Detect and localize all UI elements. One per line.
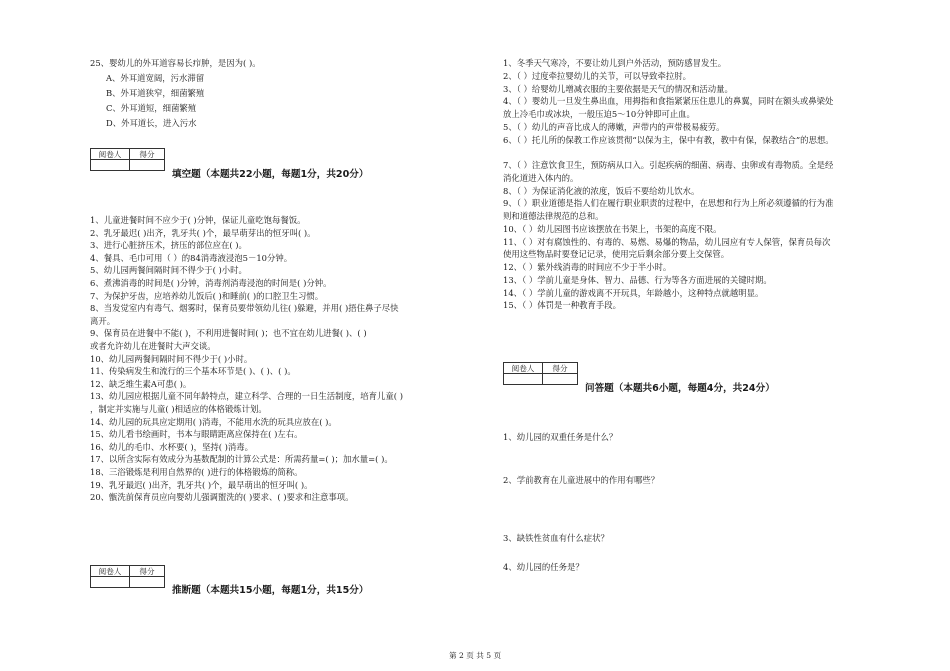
judge-question-line: 3、（ ）给婴幼儿增减衣服的主要依据是天气的情况和活动量。 (503, 83, 733, 94)
score-label: 得分 (130, 566, 165, 577)
fill-question-line: 18、三浴锻炼是利用自然界的( )进行的体格锻炼的简称。 (90, 467, 303, 477)
fill-question-line: 10、幼儿园两餐间隔时间不得少于( )小时。 (90, 353, 253, 364)
reviewer-cell[interactable] (504, 374, 543, 385)
judge-question-line: 则和道德法律规范的总和。 (503, 211, 604, 221)
judge-question-line: 14、（ ）学前儿童的游戏离不开玩具，年龄越小，这种特点就越明显。 (503, 287, 764, 298)
question-25-stem: 25、婴幼儿的外耳道容易长疖肿，是因为( )。 (90, 58, 261, 68)
score-label: 得分 (130, 149, 165, 160)
judge-question-line: 12、（ ）紫外线消毒的时间应不少于半小时。 (503, 262, 672, 272)
judge-question-line: 10、（ ）幼儿园图书应该摆放在书架上，书架的高度不限。 (503, 223, 722, 234)
fill-question-line: 离开。 (90, 315, 116, 326)
fill-question-line: 20、甑洗前保育员应向婴幼儿强调盥洗的( )要求、( )要求和注意事项。 (90, 492, 354, 503)
reviewer-label: 阅卷人 (91, 149, 130, 160)
fill-question-line: 8、当发觉室内有毒气、烟雾时，保育员要带领幼儿往( )躲避，并用( )捂住鼻子尽快 (90, 303, 399, 314)
fill-question-line: 1、儿童进餐时间不应少于( )分钟，保证儿童吃饱每餐饭。 (90, 215, 306, 225)
judge-section-title: 推断题（本题共15小题，每题1分，共15分） (172, 585, 369, 596)
fill-question-line: 6、煮沸消毒的时间是( )分钟，消毒剂消毒浸泡的时间是( )分钟。 (90, 278, 332, 288)
question-25-option-b: B、外耳道狭窄，细菌繁殖 (106, 88, 205, 98)
judge-question-line: 4、（ ）婴幼儿一旦发生鼻出血，用拇指和食指紧紧压住患儿的鼻翼，同时在额头或鼻梁处 (503, 96, 834, 107)
judge-question-line: 5、（ ）幼儿的声音比成人的薄嫩，声带内的声带极易疲劳。 (503, 121, 725, 132)
score-table-qa (503, 362, 578, 385)
fill-question-line: 2、乳牙最迟( )出齐，乳牙共( )个，最早萌芽出的恒牙叫( )。 (90, 227, 316, 238)
score-table-fill (90, 148, 165, 171)
fill-question-line: 12、缺乏维生素A可患( )。 (90, 378, 192, 389)
fill-question-line: 或者允许幼儿在进餐时大声交谈。 (90, 341, 216, 351)
judge-question-line: 13、（ ）学前儿童是身体、智力、品德、行为等各方面进展的关键时期。 (503, 274, 772, 285)
fill-question-line: 7、为保护牙齿，应培养幼儿饭后( )和睡前( )的口腔卫生习惯。 (90, 290, 324, 301)
judge-question-line: 8、（ ）为保证消化液的浓度，饭后不要给幼儿饮水。 (503, 185, 700, 196)
fill-question-line: 5、幼儿园两餐间隔时间不得少于( )小时。 (90, 265, 247, 276)
fill-question-line: 13、幼儿园应根据儿童不同年龄特点，建立科学、合理的一日生活制度，培育儿童( ) (90, 391, 403, 402)
judge-question-line: 9、（ ）职业道德是指人们在履行职业职责的过程中，在思想和行为上所必须遵循的行为准 (503, 198, 834, 209)
judge-question-line: 7、（ ）注意饮食卫生，预防病从口入。引起疾病的细菌、病毒、虫卵或有毒物质。全是经 (503, 160, 834, 170)
fill-question-line: 16、幼儿的毛巾、水杯要( )，坚持( )消毒。 (90, 441, 254, 452)
judge-question-line: 11、（ ）对有腐蚀性的、有毒的、易燃、易爆的物品，幼儿园应有专人保管，保育员每次 (503, 236, 831, 247)
judge-question-line: 15、（ ）体罚是一种教育手段。 (503, 300, 621, 311)
score-table-judge (90, 565, 165, 588)
question-25-option-a: A、外耳道宽阔，污水滞留 (106, 73, 205, 83)
score-label: 得分 (543, 363, 578, 374)
fill-question-line: 11、传染病发生和流行的三个基本环节是( )、( )、( )。 (90, 366, 296, 377)
qa-question-4: 4、幼儿园的任务是？ (503, 562, 584, 572)
fill-question-line: ，制定并实施与儿童( )相适应的体格锻炼计划。 (90, 404, 267, 414)
judge-question-line: 1、冬季天气寒冷，不要让幼儿到户外活动，预防感冒发生。 (503, 58, 727, 68)
score-cell[interactable] (130, 160, 165, 171)
fill-question-line: 9、保育员在进餐中不能( )，不利用进餐时间( )；也不宜在幼儿进餐( )、( ) (90, 328, 367, 339)
judge-question-line: 6、（ ）托儿所的保教工作应该贯彻“以保为主，保中有教，教中有保，保教结合”的思想。 (503, 134, 834, 145)
score-cell[interactable] (543, 374, 578, 385)
fill-question-line: 17、以所含实际有效成分为基数配制的计算公式是：所需药量=( )；加水量=( )。 (90, 454, 393, 465)
judge-question-line: 消化道进入体内的。 (503, 172, 579, 183)
fill-section-title: 填空题（本题共22小题，每题1分，共20分） (172, 169, 369, 180)
qa-question-3: 3、缺铁性贫血有什么症状？ (503, 533, 609, 543)
reviewer-label: 阅卷人 (91, 566, 130, 577)
fill-question-line: 19、乳牙最迟( )出齐，乳牙共( )个，最早萌出的恒牙叫( )。 (90, 479, 313, 490)
score-cell[interactable] (130, 577, 165, 588)
page-footer: 第 2 页 共 5 页 (448, 651, 502, 660)
qa-question-2: 2、学前教育在儿童进展中的作用有哪些？ (503, 475, 660, 485)
judge-question-line: 使用这些物品时要登记记录，使用完后剩余部分要上交保管。 (503, 249, 730, 260)
reviewer-label: 阅卷人 (504, 363, 543, 374)
question-25-option-d: D、外耳道长，进入污水 (106, 118, 197, 128)
judge-question-line: 放上冷毛巾或冰块，一般压迫5～10分钟即可止血。 (503, 109, 695, 119)
fill-question-line: 14、幼儿园的玩具应定期用( )消毒，不能用水洗的玩具应放在( )。 (90, 416, 337, 427)
qa-section-title: 问答题（本题共6小题，每题4分，共24分） (585, 383, 775, 394)
reviewer-cell[interactable] (91, 160, 130, 171)
reviewer-cell[interactable] (91, 577, 130, 588)
fill-question-line: 3、进行心脏挤压术，挤压的部位应在( )。 (90, 240, 247, 251)
fill-question-line: 4、餐具、毛巾可用（ ）的84消毒液浸泡5－10分钟。 (90, 252, 293, 263)
judge-question-line: 2、（ ）过度牵拉婴幼儿的关节，可以导致牵拉肘。 (503, 70, 692, 81)
qa-question-1: 1、幼儿园的双重任务是什么？ (503, 432, 618, 442)
question-25-option-c: C、外耳道短，细菌繁殖 (106, 103, 197, 113)
fill-question-line: 15、幼儿看书绘画时，书本与眼睛距离应保持在( )左右。 (90, 429, 303, 440)
